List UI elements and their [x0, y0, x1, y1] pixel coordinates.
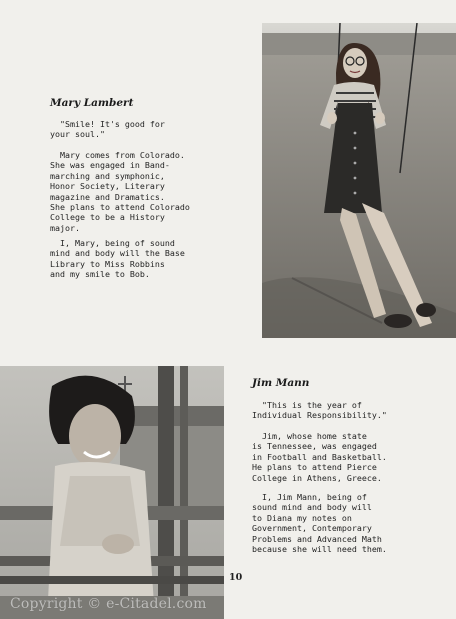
- jim-mann-quote: "This is the year of Individual Responsibility.": [252, 400, 387, 421]
- photo-mary-lambert: [262, 23, 456, 338]
- copyright-watermark: Copyright © e-Citadel.com: [10, 596, 207, 612]
- mary-lambert-will: I, Mary, being of sound mind and body will the Base Library to Miss Robbins and my smile to Bob.: [50, 238, 185, 280]
- jim-mann-will: I, Jim Mann, being of sound mind and body will to Diana my notes on Government, Contemporary Problems and Advanced Math because she will need them.: [252, 492, 387, 555]
- mary-lambert-quote: "Smile! It's good for your soul.": [50, 119, 165, 140]
- mary-lambert-bio: Mary comes from Colorado. She was engaged in Band- marching and symphonic, Honor Society, Literary magazine and Dramatics. She plans to attend Colorado College to be a History major.: [50, 150, 190, 233]
- photo-jim-mann: [0, 366, 224, 619]
- mary-lambert-name: Mary Lambert: [50, 97, 134, 109]
- page-number: 10: [229, 572, 243, 583]
- jim-mann-name: Jim Mann: [252, 377, 310, 389]
- jim-playground-photo-illustration: [0, 366, 224, 619]
- jim-mann-bio: Jim, whose home state is Tennessee, was engaged in Football and Basketball. He plans to attend Pierce College in Athens, Greece.: [252, 431, 387, 483]
- mary-swing-photo-illustration: [262, 23, 456, 338]
